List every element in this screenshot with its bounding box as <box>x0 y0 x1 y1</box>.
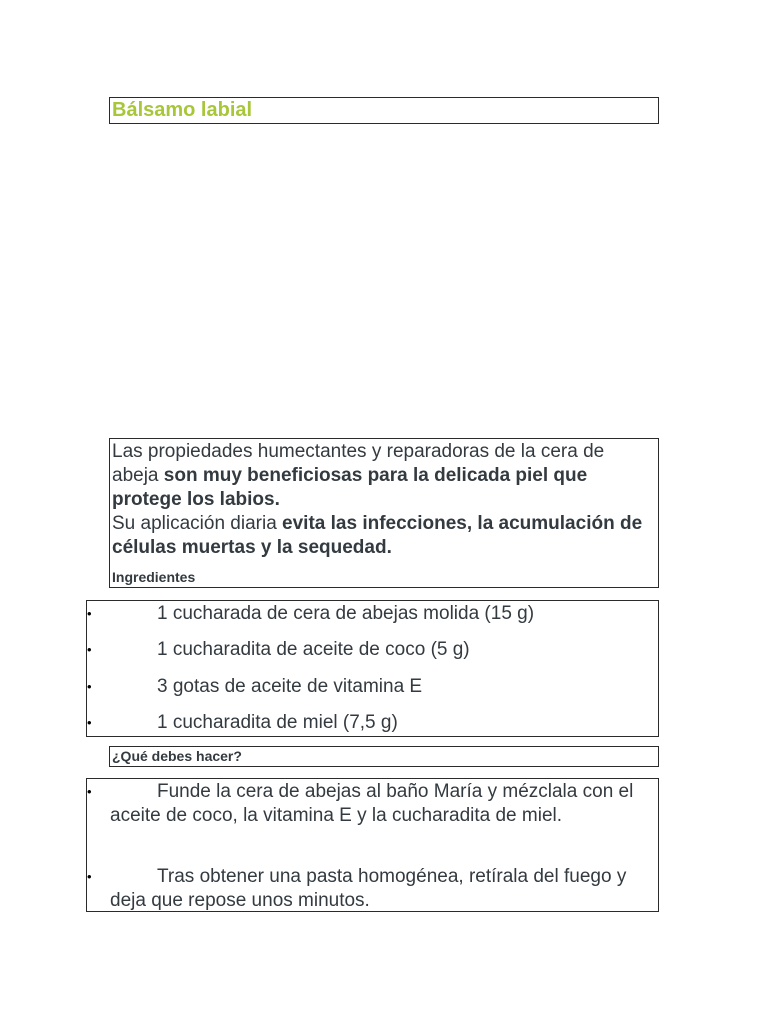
list-item <box>87 638 647 662</box>
bullet-icon: • <box>87 606 92 621</box>
steps-list <box>86 778 659 912</box>
intro-box <box>109 438 659 588</box>
steps-heading: ¿Qué debes hacer? <box>112 748 242 764</box>
ingredients-list <box>86 600 659 737</box>
intro-paragraph <box>112 440 652 560</box>
list-item <box>87 602 647 626</box>
list-item <box>87 711 647 735</box>
intro-text-1b: son muy beneficiosas para la delicada piel que protege los labios. <box>112 465 588 510</box>
ingredient-text: 1 cucharadita de aceite de coco (5 g) <box>157 639 470 660</box>
intro-text-2a: Su aplicación diaria <box>112 513 283 534</box>
bullet-icon: • <box>87 784 92 799</box>
bullet-icon: • <box>87 715 92 730</box>
bullet-icon: • <box>87 869 92 884</box>
list-item <box>87 675 647 699</box>
intro-text-2b: evita las infecciones, la acumulación de células muertas y la sequedad. <box>112 513 643 558</box>
ingredient-text: 1 cucharadita de miel (7,5 g) <box>157 712 398 733</box>
ingredients-heading: Ingredientes <box>112 569 196 585</box>
title-box <box>109 97 659 124</box>
page-title: Bálsamo labial <box>112 99 253 121</box>
bullet-icon: • <box>87 642 92 657</box>
ingredient-text: 1 cucharada de cera de abejas molida (15 g) <box>157 603 535 624</box>
bullet-icon: • <box>87 679 92 694</box>
step-text: Tras obtener una pasta homogénea, retírala del fuego y deja que repose unos minutos. <box>110 866 627 911</box>
steps-heading-box <box>109 746 659 767</box>
ingredient-text: 3 gotas de aceite de vitamina E <box>157 676 423 697</box>
step-text: Funde la cera de abejas al baño María y mézclala con el aceite de coco, la vitamina E y la cucharadita de miel. <box>110 781 634 826</box>
intro-text-1a: Las propiedades humectantes y reparadoras de la cera de abeja <box>112 441 605 486</box>
